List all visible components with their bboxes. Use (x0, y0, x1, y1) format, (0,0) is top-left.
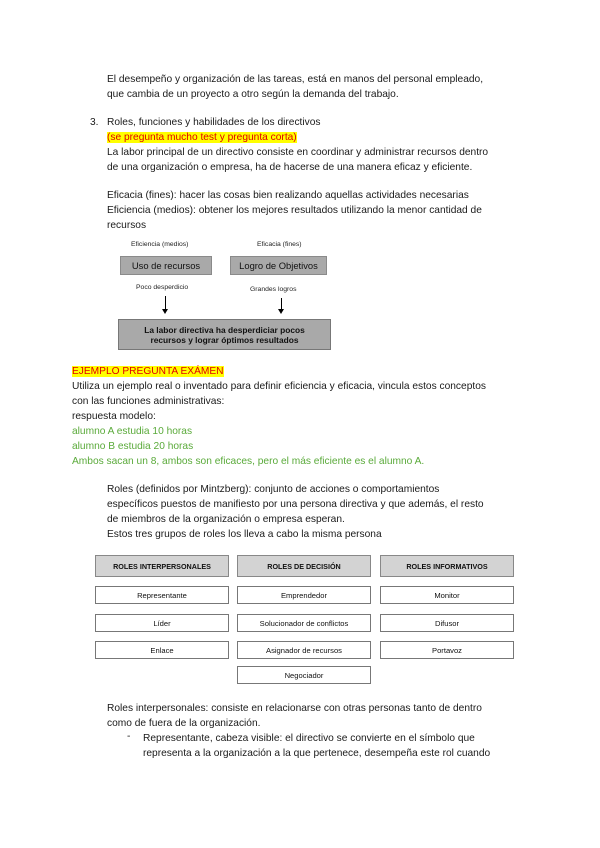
diagram-label-eficiencia: Eficiencia (medios) (131, 241, 189, 248)
role-lider: Líder (95, 614, 229, 632)
intro-line-2: que cambia de un proyecto a otro según la demanda del trabajo. (107, 89, 399, 100)
conclusion-line-2: recursos y lograr óptimos resultados (150, 334, 299, 345)
representante-line-2: representa a la organización a la que pertenece, desempeña este rol cuando (143, 748, 491, 759)
role-negociador: Negociador (237, 666, 371, 684)
example-answer-label: respuesta modelo: (72, 411, 156, 422)
example-answer-1: alumno A estudia 10 horas (72, 426, 193, 437)
header-roles-decision: ROLES DE DECISIÓN (237, 555, 371, 577)
example-answer-2: alumno B estudia 20 horas (72, 441, 194, 452)
example-answer-3: Ambos sacan un 8, ambos son eficaces, pero el más eficiente es el alumno A. (72, 456, 425, 467)
diagram-label-eficacia: Eficacia (fines) (257, 241, 302, 248)
section-paragraph-line-2: de una organización o empresa, ha de hacerse de una manera eficaz y eficiente. (107, 162, 473, 173)
arrow-down-left (165, 296, 166, 310)
roles-intro-line-2: específicos puestos de manifiesto por una persona directiva y que además, el resto (107, 499, 484, 510)
role-difusor: Difusor (380, 614, 514, 632)
roles-intro-line-4: Estos tres grupos de roles los lleva a cabo la misma persona (107, 529, 382, 540)
roles-intro-line-3: de miembros de la organización o empresa esperan. (107, 514, 345, 525)
eficiencia-definition-line-2: recursos (107, 220, 147, 231)
bullet-dash: - (127, 731, 131, 742)
role-enlace: Enlace (95, 641, 229, 659)
box-uso-de-recursos: Uso de recursos (120, 256, 212, 275)
conclusion-line-1: La labor directiva ha desperdiciar pocos (144, 324, 305, 335)
intro-line-1: El desempeño y organización de las tareas, está en manos del personal empleado, (107, 74, 484, 85)
representante-line-1: Representante, cabeza visible: el directivo se convierte en el símbolo que (143, 733, 475, 744)
section-paragraph-line-1: La labor principal de un directivo consiste en coordinar y administrar recursos dentro (107, 147, 489, 158)
role-solucionador-de-conflictos: Solucionador de conflictos (237, 614, 371, 632)
eficacia-definition: Eficacia (fines): hacer las cosas bien realizando aquellas actividades necesarias (107, 190, 469, 201)
diagram-sub-poco-desperdicio: Poco desperdicio (136, 284, 189, 291)
role-portavoz: Portavoz (380, 641, 514, 659)
role-asignador-de-recursos: Asignador de recursos (237, 641, 371, 659)
role-emprendedor: Emprendedor (237, 586, 371, 604)
highlighted-note: (se pregunta mucho test y pregunta corta) (107, 132, 297, 143)
example-question-line-1: Utiliza un ejemplo real o inventado para definir eficiencia y eficacia, vincula estos conceptos (72, 381, 486, 392)
example-question-line-2: con las funciones administrativas: (72, 396, 225, 407)
example-heading (72, 364, 224, 379)
section-title: Roles, funciones y habilidades de los directivos (107, 117, 321, 128)
diagram-sub-grandes-logros: Grandes logros (250, 286, 297, 293)
diagram-conclusion-box (118, 319, 331, 350)
arrow-down-right (281, 298, 282, 310)
roles-intro-line-1: Roles (definidos por Mintzberg): conjunto de acciones o comportamientos (107, 484, 440, 495)
header-roles-informativos: ROLES INFORMATIVOS (380, 555, 514, 577)
box-logro-de-objetivos: Logro de Objetivos (230, 256, 327, 275)
role-representante: Representante (95, 586, 229, 604)
section-number: 3. (90, 117, 99, 128)
header-roles-interpersonales: ROLES INTERPERSONALES (95, 555, 229, 577)
eficiencia-definition-line-1: Eficiencia (medios): obtener los mejores resultados utilizando la menor cantidad de (107, 205, 482, 216)
role-monitor: Monitor (380, 586, 514, 604)
interpersonal-line-1: Roles interpersonales: consiste en relacionarse con otras personas tanto de dentro (107, 703, 482, 714)
interpersonal-line-2: como de fuera de la organización. (107, 718, 261, 729)
example-heading-text: EJEMPLO PREGUNTA EXÁMEN (72, 366, 224, 377)
section-note (107, 130, 297, 145)
